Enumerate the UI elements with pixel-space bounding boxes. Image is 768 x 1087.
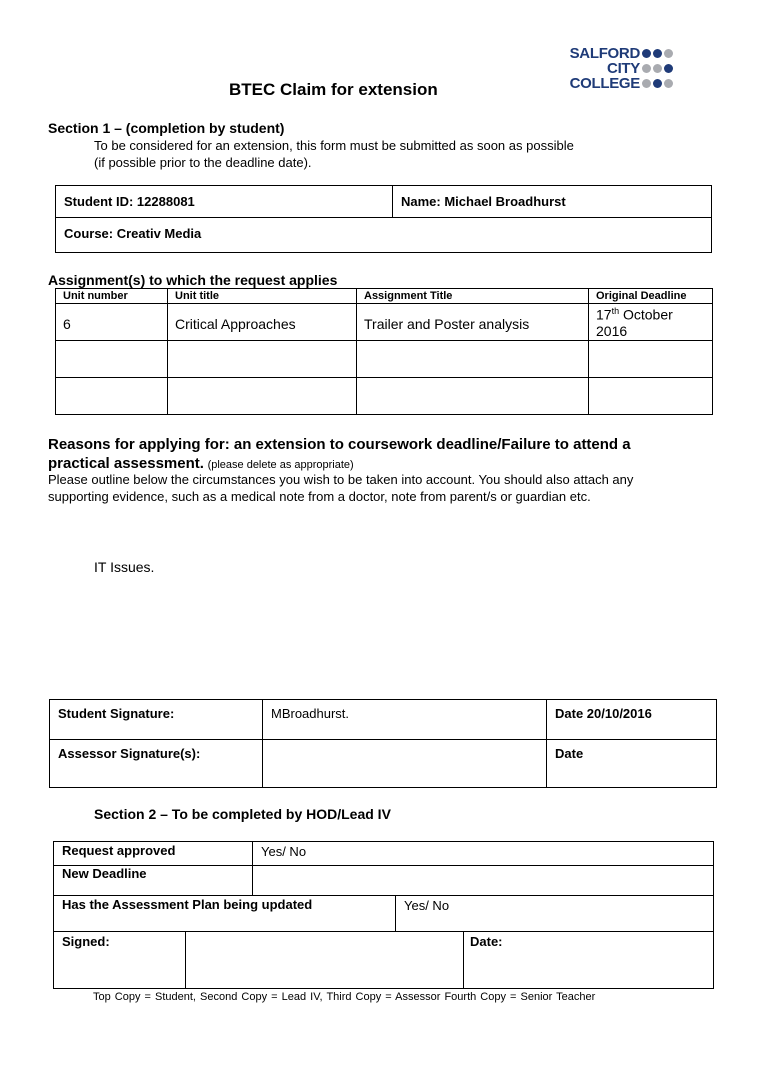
reasons-answer: IT Issues.: [94, 559, 155, 575]
signed-label-cell: [54, 932, 186, 989]
section1-heading: Section 1 – (completion by student): [48, 120, 285, 136]
section2-heading: Section 2 – To be completed by HOD/Lead IV: [94, 806, 391, 822]
assignments-table: [55, 288, 713, 415]
deadline-day: 17: [596, 306, 612, 323]
empty-cell: [357, 341, 589, 378]
reasons-instructions-1: Please outline below the circumstances you wish to be taken into account. You should also attach any: [48, 472, 634, 487]
logo-dot: [653, 79, 662, 88]
student-id: Student ID: 12288081: [64, 194, 195, 209]
assessor-date: Date: [555, 746, 584, 761]
student-table: [55, 185, 712, 253]
logo-dot: [653, 64, 662, 73]
form-title: BTEC Claim for extension: [229, 80, 438, 99]
request-value-cell: [253, 842, 714, 866]
course: Course: Creativ Media: [64, 226, 202, 241]
reasons-heading-2-wrap: [48, 455, 354, 472]
table-row: [56, 341, 713, 378]
empty-cell: [168, 378, 357, 415]
col-header: Assignment Title: [357, 289, 589, 304]
student-signature-label: Student Signature:: [58, 706, 175, 721]
empty-cell: [168, 341, 357, 378]
plan-label-cell: [54, 896, 396, 932]
plan-value: Yes/ No: [404, 898, 450, 913]
signature-table: [49, 699, 717, 788]
student-date: Date 20/10/2016: [555, 706, 652, 721]
student-signature-label-cell: [50, 700, 263, 740]
empty-cell: [589, 378, 713, 415]
unit-number: 6: [56, 304, 168, 341]
section2-table-c: [53, 931, 714, 989]
logo-line-3: COLLEGE: [569, 75, 640, 92]
deadline-suffix: th: [611, 306, 620, 316]
assessor-signature-value-cell: [263, 740, 547, 788]
date-label: Date:: [470, 934, 503, 949]
logo-line-2: CITY: [607, 60, 640, 77]
unit-title: Critical Approaches: [168, 304, 357, 341]
student-signature-value-cell: [263, 700, 547, 740]
table-row: [56, 378, 713, 415]
empty-cell: [56, 341, 168, 378]
logo-dot: [653, 49, 662, 58]
college-logo: [553, 46, 673, 91]
date-cell: [464, 932, 714, 989]
logo-dot: [642, 79, 651, 88]
student-date-cell: [547, 700, 717, 740]
reasons-instructions-2: supporting evidence, such as a medical note from a doctor, note from parent/s or guardian etc.: [48, 489, 591, 504]
section2-table-a: [53, 841, 714, 896]
student-id-cell: [56, 186, 393, 218]
logo-dot: [664, 79, 673, 88]
section1-note-2: (if possible prior to the deadline date).: [94, 155, 312, 170]
student-name: Name: Michael Broadhurst: [401, 194, 566, 209]
reasons-heading-2: practical assessment.: [48, 455, 204, 472]
plan-label: Has the Assessment Plan being updated: [62, 897, 313, 912]
col-header: Original Deadline: [589, 289, 713, 304]
plan-value-cell: [396, 896, 714, 932]
assessor-signature-label: Assessor Signature(s):: [58, 746, 201, 761]
deadline-rest: October 2016: [596, 306, 673, 339]
deadline-value-cell: [253, 866, 714, 896]
logo-dot: [642, 49, 651, 58]
assessor-date-cell: [547, 740, 717, 788]
request-value: Yes/ No: [261, 844, 307, 859]
col-header: Unit title: [168, 289, 357, 304]
section2-table-b: [53, 895, 714, 932]
original-deadline: [589, 304, 713, 341]
signed-value-cell: [186, 932, 464, 989]
assessor-signature-label-cell: [50, 740, 263, 788]
table-row: [56, 304, 713, 341]
reasons-heading-note: (please delete as appropriate): [207, 459, 354, 471]
logo-dot: [664, 64, 673, 73]
request-label: Request approved: [62, 843, 176, 858]
col-header: Unit number: [56, 289, 168, 304]
assignment-title: Trailer and Poster analysis: [357, 304, 589, 341]
request-label-cell: [54, 842, 253, 866]
course-cell: [56, 218, 712, 253]
new-deadline-label: New Deadline: [62, 866, 147, 881]
logo-dot: [642, 64, 651, 73]
student-name-cell: [393, 186, 712, 218]
deadline-label-cell: [54, 866, 253, 896]
logo-dot: [664, 49, 673, 58]
section1-note-1: To be considered for an extension, this form must be submitted as soon as possible: [94, 138, 574, 153]
empty-cell: [589, 341, 713, 378]
student-signature-value: MBroadhurst.: [271, 706, 350, 721]
empty-cell: [56, 378, 168, 415]
reasons-heading-1: Reasons for applying for: an extension to coursework deadline/Failure to attend a: [48, 436, 631, 453]
footer-note: Top Copy = Student, Second Copy = Lead IV, Third Copy = Assessor Fourth Copy = Senior Teacher: [93, 991, 596, 1003]
empty-cell: [357, 378, 589, 415]
assignments-heading: Assignment(s) to which the request applies: [48, 272, 338, 288]
signed-label: Signed:: [62, 934, 110, 949]
logo-line-1: SALFORD: [569, 45, 640, 62]
